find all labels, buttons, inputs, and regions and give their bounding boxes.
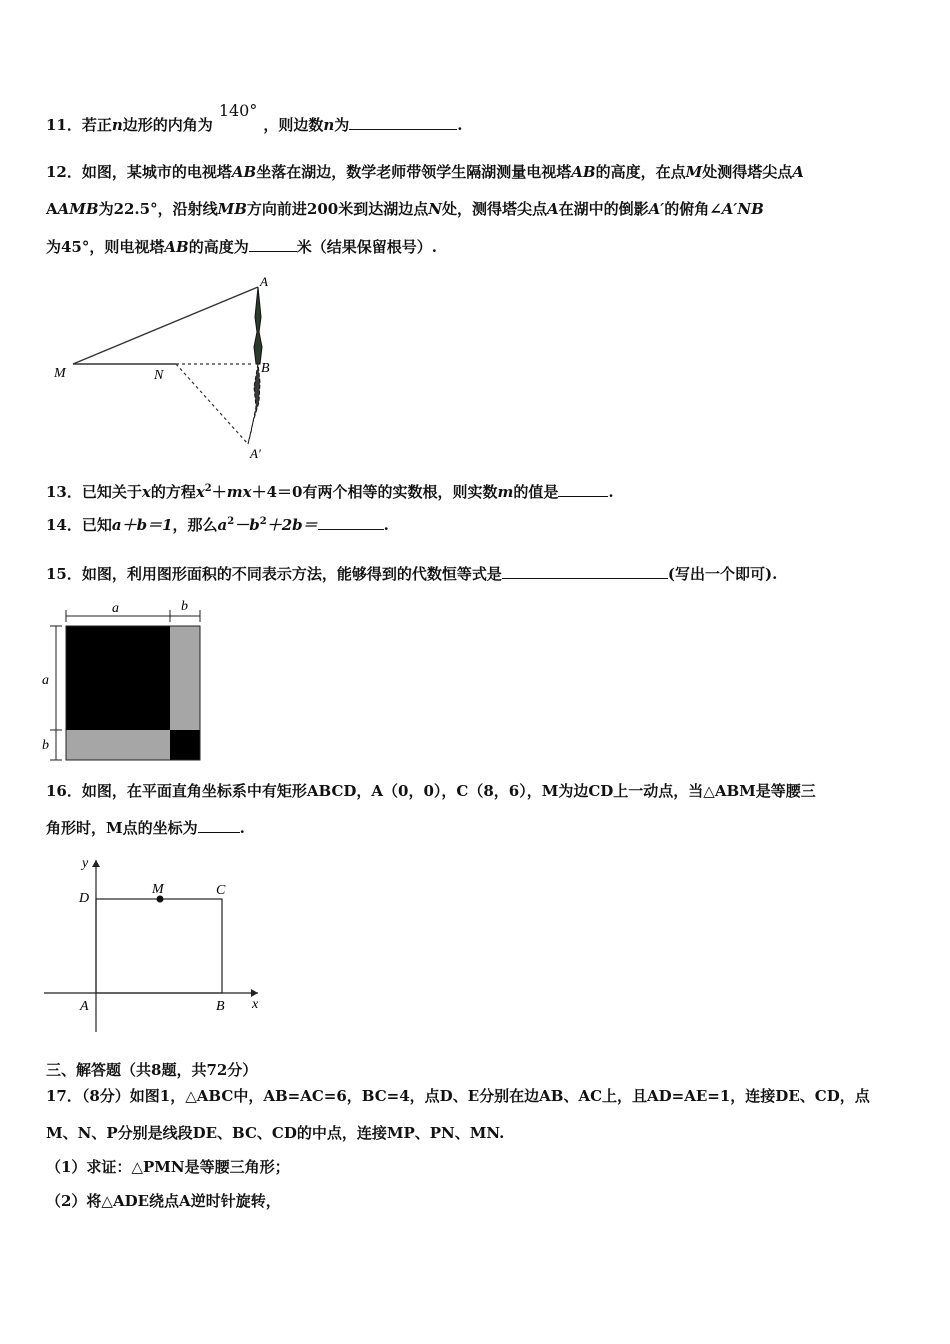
line-MA [73,287,258,364]
question-16-line1: 16．如图，在平面直角坐标系中有矩形ABCD，A（0，0），C（8，6），M为边CD上一动点，当△ABM是等腰三 [46,782,816,800]
label-x: x [252,997,259,1012]
tower-figure [48,272,288,467]
answer-blank[interactable] [502,564,668,579]
rectangle-ABCD [96,899,222,993]
question-17-line1: 17．（8分）如图1，△ABC中，AB=AC=6，BC=4，点D、E分别在边AB、AC上，且AD=AE=1，连接DE、CD，点 [46,1087,870,1105]
question-16-line2: 角形时，M点的坐标为 . [46,819,245,837]
question-12-line1: 12．如图，某城市的电视塔AB坐落在湖边，数学老师带领学生隔湖测量电视塔AB的高度，在点M处测得塔尖点A [46,163,804,181]
answer-blank[interactable] [318,515,384,530]
rect-ab-right [170,626,200,730]
angle-value: 140° [218,101,258,120]
label-A-prime: A′ [250,446,261,461]
label-B: B [261,361,270,376]
question-17-part2: （2）将△ADE绕点A逆时针旋转， [46,1192,281,1210]
question-15: 15．如图，利用图形面积的不同表示方法，能够得到的代数恒等式是 (写出一个即可). [46,565,778,583]
answer-blank[interactable] [349,115,457,130]
label-B: B [216,999,225,1014]
square-b [170,730,200,760]
question-17-part1: （1）求证：△PMN是等腰三角形； [46,1158,290,1176]
label-y: y [82,856,89,871]
section-3-title: 三、解答题（共8题，共72分） [46,1061,258,1079]
tower-shape [254,287,262,364]
label-D: D [79,891,90,906]
label-A: A [80,999,89,1014]
label-b-top: b [181,599,188,614]
question-12-line3: 为45°，则电视塔AB的高度为 米（结果保留根号）. [46,238,437,256]
label-b-left: b [42,738,49,753]
square-a [66,626,170,730]
label-M: M [54,366,66,381]
label-C: C [216,883,226,898]
coordinate-rectangle-figure [40,852,270,1037]
label-A: A [260,274,268,289]
label-a-left: a [42,673,49,688]
question-12-line2: AAMB为22.5°，沿射线MB方向前进200米到达湖边点N处，测得塔尖点A在湖中的倒影A′的俯角∠A′NB [46,200,764,218]
answer-blank[interactable] [198,818,240,833]
label-M: M [152,882,164,897]
answer-blank[interactable] [558,482,608,497]
square-area-figure [40,596,210,768]
question-14: 14．已知a＋b＝1，那么$a^2-b^2+2b=$ . [46,516,389,534]
label-a-top: a [112,601,119,616]
question-17-line2: M、N、P分别是线段DE、BC、CD的中点，连接MP、PN、MN. [46,1124,505,1142]
question-11: 11．若正n边形的内角为140°，则边数n为 . [46,101,463,134]
line-NAp [176,364,248,444]
tower-reflection [248,364,260,444]
x-arrow [251,989,258,997]
question-13: 13．已知关于x的方程$x^2+mx+4=0$有两个相等的实数根，则实数m的值是 . [46,483,614,501]
answer-blank[interactable] [249,237,297,252]
rect-ab-bottom [66,730,170,760]
label-N: N [154,368,164,383]
y-arrow [92,860,100,867]
